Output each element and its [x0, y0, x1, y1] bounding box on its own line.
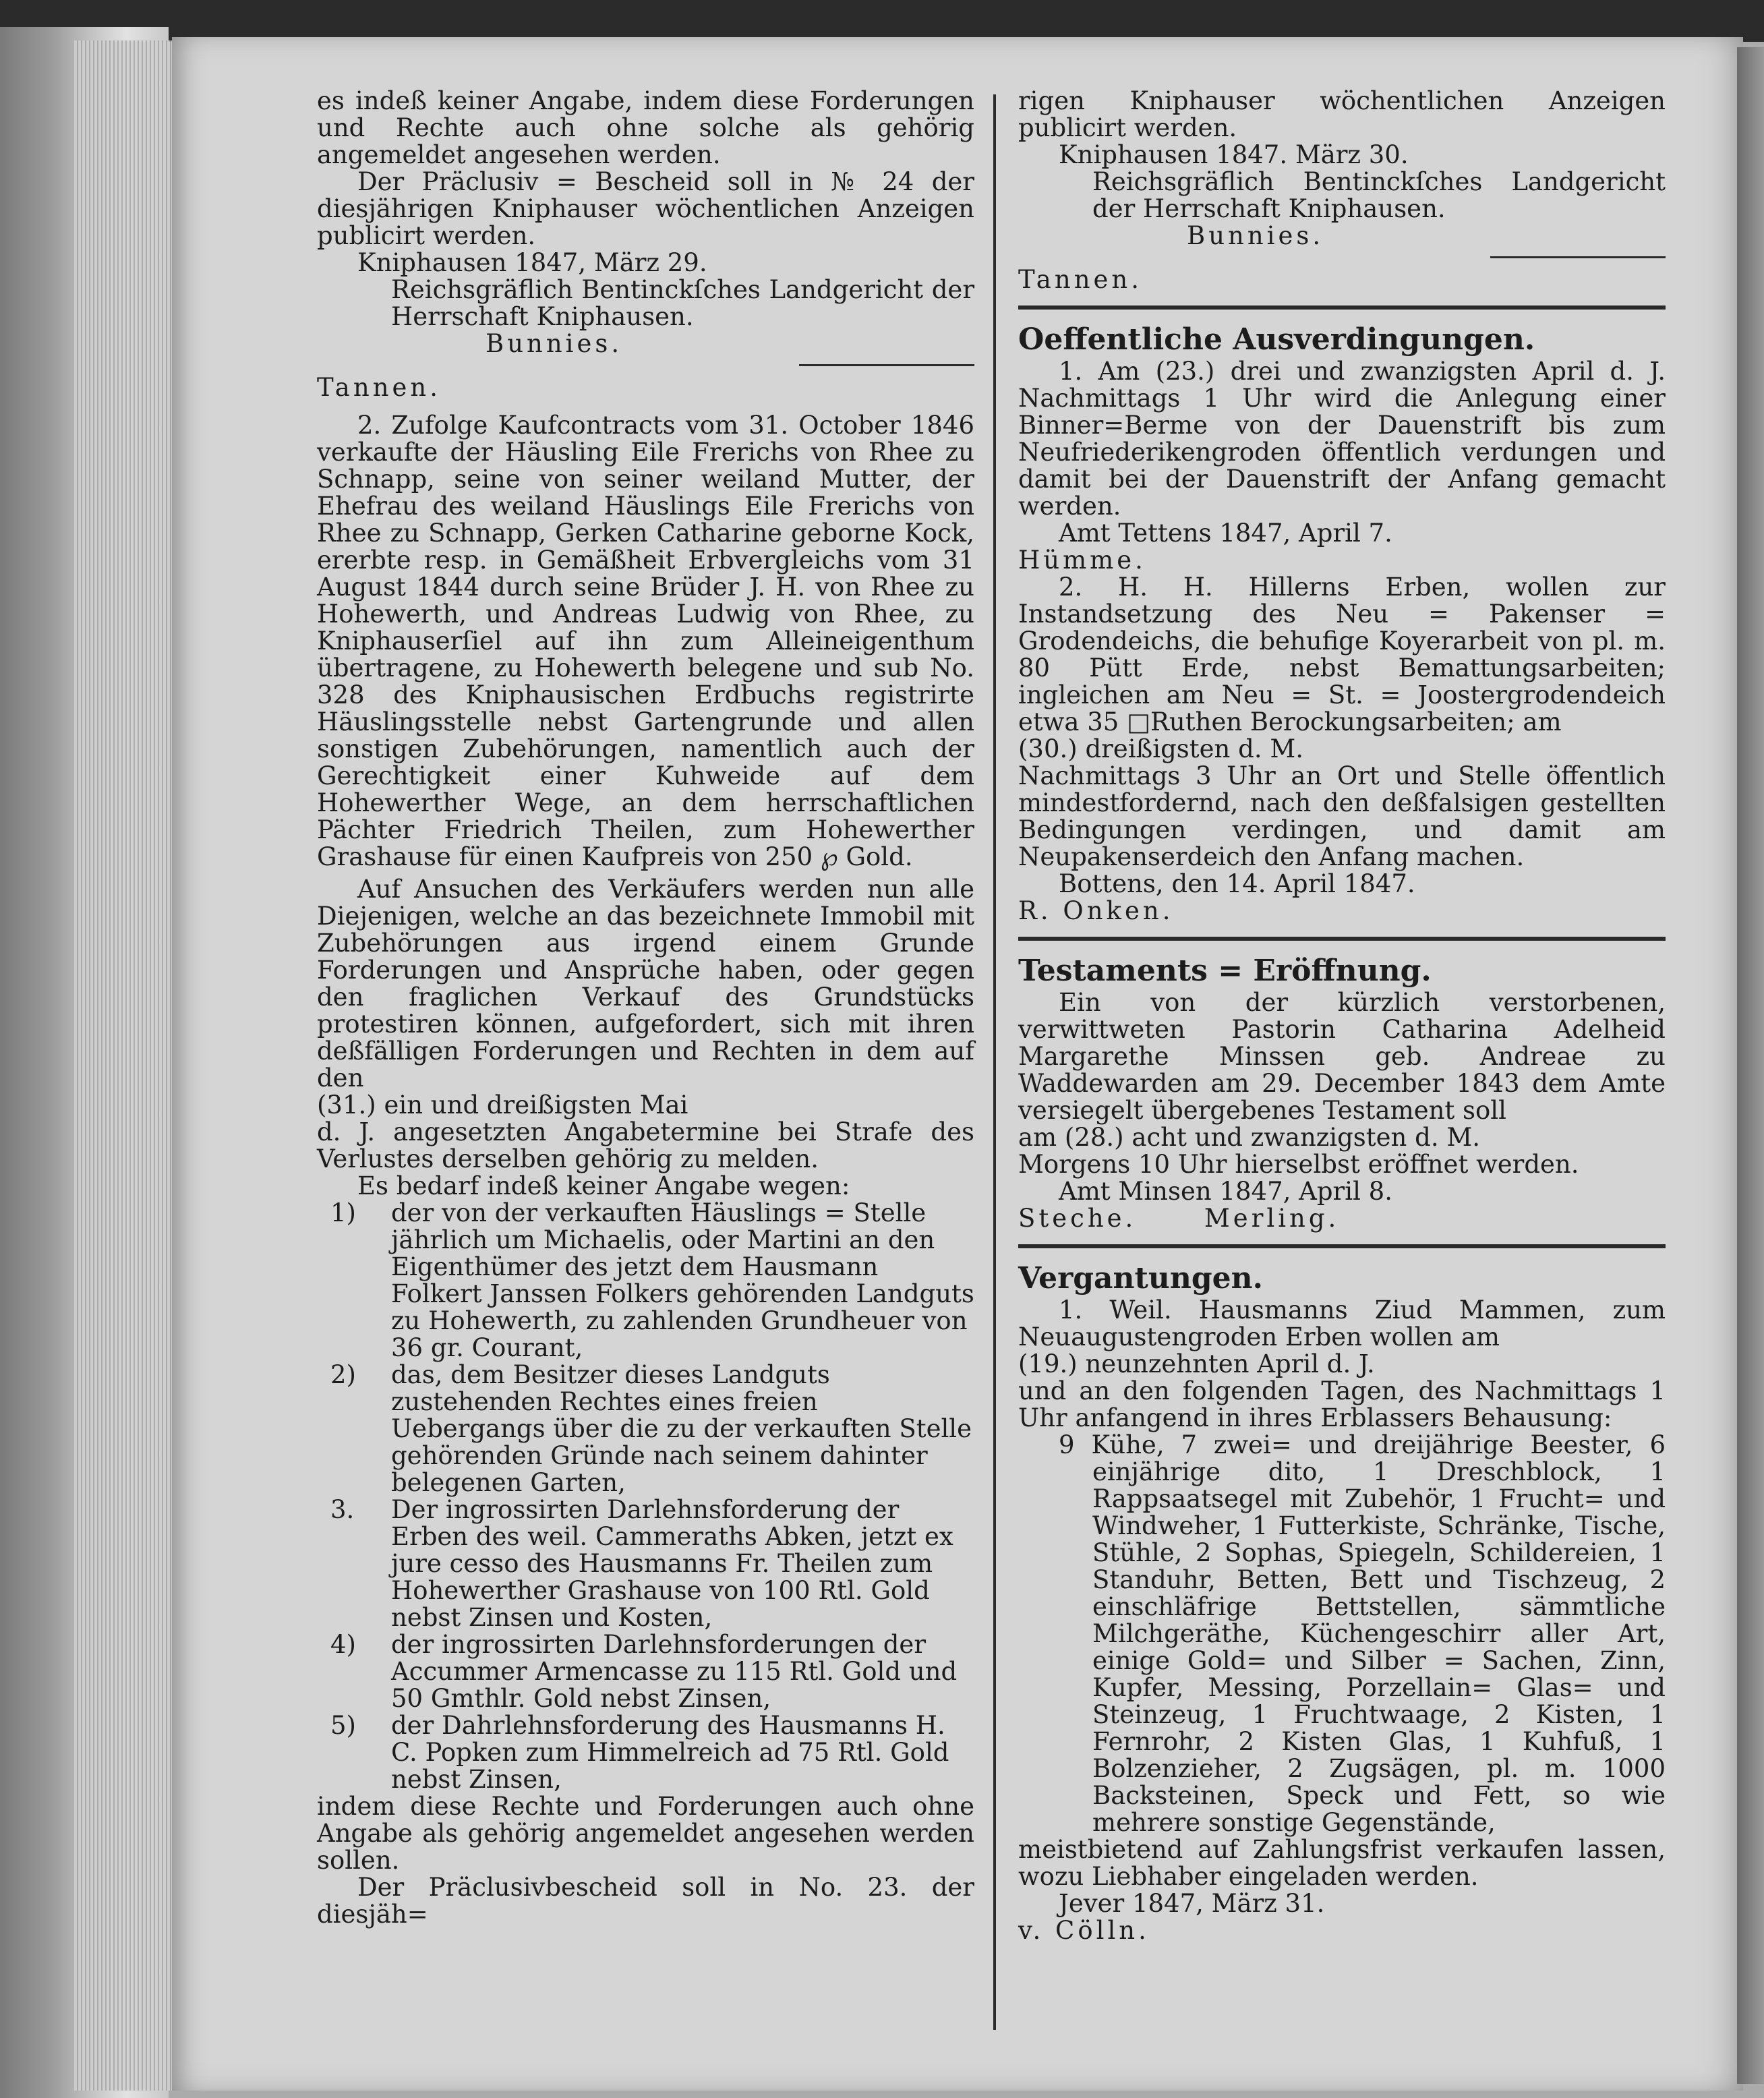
- date-line: Amt Tettens 1847, April 7.: [1059, 519, 1392, 548]
- notice-2-date: (31.) ein und dreißigsten Mai: [317, 1090, 688, 1119]
- notice-paragraph: Ein von der kürzlich verstorbenen, verwittweten Pastorin Catharina Adelheid Margarethe Minssen geb. Andreae zu Waddewarden am 29. December 1843 dem Amte versiegelt übergebenes Testament soll: [1018, 988, 1666, 1125]
- section-heading: Vergantungen.: [1018, 1261, 1263, 1295]
- exception-item: 1) der von der verkauften Häuslings = Stelle jährlich um Michaelis, oder Martini an den Eigenthümer des jetzt dem Hausmann Folkert Janssen Folkers gehörenden Landguts zu Hohewerth, zu zahlenden Grundheuer von 36 gr. Courant,: [330, 1198, 974, 1362]
- place-date-line: Amt Minsen 1847, April 8.: [1059, 1177, 1392, 1206]
- notice-2-exceptions-intro: Es bedarf indeß keiner Angabe wegen:: [357, 1171, 850, 1200]
- signature-rule: [1490, 256, 1666, 258]
- signature-bunnies: Bunnies.: [1187, 221, 1324, 250]
- notice-paragraph: Nachmittags 3 Uhr an Ort und Stelle öffentlich mindestfordernd, nach den deßfalsigen gestellten Bedingungen verdingen, und damit am Neupakenserdeich den Anfang machen.: [1018, 761, 1666, 871]
- section-heading: Oeffentliche Ausverdingungen.: [1018, 322, 1535, 357]
- signature-tannen: Tannen.: [1018, 265, 1143, 294]
- notice-paragraph: Morgens 10 Uhr hierselbst eröffnet werden.: [1018, 1150, 1579, 1179]
- notice-paragraph: meistbietend auf Zahlungsfrist verkaufen lassen, wozu Liebhaber eingeladen werden.: [1018, 1835, 1666, 1891]
- court-name: Reichsgräflich Bentinckſches Landgericht der Herrschaft Kniphausen.: [391, 275, 974, 331]
- notice-2-deadline: d. J. angesetzten Angabetermine bei Strafe des Verlustes derselben gehörig zu melden.: [317, 1117, 974, 1173]
- date-line: Kniphausen 1847. März 30.: [1059, 140, 1409, 169]
- signature-line: Steche. Merling.: [1018, 1204, 1340, 1233]
- notice-2-preclusive: Der Präclusivbescheid soll in No. 23. der diesjäh=: [317, 1873, 974, 1929]
- signature: v. Cölln.: [1018, 1916, 1150, 1945]
- section-rule: [1018, 305, 1666, 310]
- date-line: Kniphausen 1847, März 29.: [357, 248, 707, 277]
- notice-date: (30.) dreißigsten d. M.: [1018, 734, 1304, 763]
- signature-tannen: Tannen.: [317, 373, 442, 402]
- dark-background: [0, 0, 1764, 42]
- notice-date: (19.) neunzehnten April d. J.: [1018, 1349, 1375, 1378]
- notice-paragraph: 1. Weil. Hausmanns Ziud Mammen, zum Neuaugustengroden Erben wollen am: [1018, 1295, 1666, 1351]
- left-column: [317, 88, 974, 1928]
- court-name: Reichsgräflich Bentinckſches Landgericht der Herrschaft Kniphausen.: [1092, 167, 1666, 223]
- intro-continuation: es indeß keiner Angabe, indem diese Forderungen und Rechte auch ohne solche als gehörig angemeldet angesehen werden.: [317, 86, 974, 169]
- section-rule: [1018, 1244, 1666, 1248]
- notice-2-paragraph: 2. Zufolge Kaufcontracts vom 31. October 1846 verkaufte der Häusling Eile Frerichs von Rhee zu Schnapp, seine von seiner weiland Mutter, der Ehefrau des weiland Häuslings Eile Frerichs von Rhee zu Schnapp, Gerken Catharine geborne Kock, ererbte resp. in Gemäßheit Erbvergleichs vom 31 August 1844 durch seine Brüder J. H. von Rhee zu Hohewerth, und Andreas Ludwig von Rhee, zu Kniphauserſiel auf ihn zum Alleineigenthum übertragene, zu Hohewerth belegene und sub No. 328 des Kniphausischen Erdbuchs registrirte Häuslingsstelle nebst Gartengrunde und allen sonstigen Zubehörungen, namentlich auch der Gerechtigkeit einer Kuhweide auf dem Hohewerther Wege, an dem herrschaftlichen Pächter Friedrich Theilen, zum Hohewerther Grashause für einen Kaufpreis von 250 ℘ Gold.: [317, 411, 974, 871]
- exception-item: 3. Der ingrossirten Darlehnsforderung der Erben des weil. Cammeraths Abken, jetzt ex jure cesso des Hausmanns Fr. Theilen zum Hohewerther Grashause von 100 Rtl. Gold nebst Zinsen und Kosten,: [330, 1495, 953, 1632]
- notice-2-summons: Auf Ansuchen des Verkäufers werden nun alle Diejenigen, welche an das bezeichnete Immobil mit Zubehörungen aus irgend einem Grunde Forderungen und Ansprüche haben, oder gegen den fraglichen Verkauf des Grundstücks protestiren können, aufgefordert, sich mit ihren deßfälligen Forderungen und Rechten in dem auf den: [317, 875, 974, 1092]
- continuation-text: rigen Kniphauser wöchentlichen Anzeigen publicirt werden.: [1018, 86, 1666, 142]
- auction-items: 9 Kühe, 7 zwei= und dreijährige Beester, 6 einjährige dito, 1 Dreschblock, 1 Rappsaatsegel mit Zubehör, 1 Frucht= und Windweher, 1 Futterkiste, Schränke, Tische, Stühle, 2 Sophas, Spiegeln, Schildereien, 1 Standuhr, Betten, Bett und Tischzeug, 2 einschläfrige Bettstellen, sämmtliche Milchgeräthe, Küchengeschirr aller Art, einige Gold= und Silber = Sachen, Zinn, Kupfer, Messing, Porzellain= Glas= und Steinzeug, 1 Fruchtwaage, 2 Kisten, 1 Fernrohr, 2 Kisten Glas, 1 Kuhfuß, 1 Bolzenzieher, 2 Zugsägen, pl. m. 1000 Backsteinen, Speck und Fett, so wie mehrere sonstige Gegenstände,: [1059, 1430, 1666, 1837]
- notice-date: am (28.) acht und zwanzigsten d. M.: [1018, 1123, 1480, 1152]
- signature: R. Onken.: [1018, 896, 1174, 925]
- notice-paragraph: 1. Am (23.) drei und zwanzigsten April d. J. Nachmittags 1 Uhr wird die Anlegung einer Binner=Berme von der Dauenstrift bis zum Neufriederikengroden öffentlich verdungen und damit bei der Dauenstrift der Anfang gemacht werden.: [1018, 357, 1666, 521]
- page-edges: [74, 40, 175, 2091]
- place-date-line: Bottens, den 14. April 1847.: [1059, 869, 1415, 898]
- right-column: [1018, 88, 1666, 1944]
- section-rule: [1018, 937, 1666, 941]
- notice-paragraph: und an den folgenden Tagen, des Nachmittags 1 Uhr anfangend in ihres Erblassers Behausung:: [1018, 1376, 1666, 1432]
- place-date-line: Jever 1847, März 31.: [1059, 1889, 1325, 1918]
- exception-item: 2) das, dem Besitzer dieses Landguts zustehenden Rechtes eines freien Uebergangs über die zu der verkauften Stelle gehörenden Gründe nach seinem dahinter belegenen Garten,: [330, 1360, 972, 1497]
- exception-item: 4) der ingrossirten Darlehnsforderungen der Accummer Armencasse zu 115 Rtl. Gold und 50 Gmthlr. Gold nebst Zinsen,: [330, 1630, 958, 1713]
- column-divider: [993, 94, 996, 2030]
- notice-2-closing: indem diese Rechte und Forderungen auch ohne Angabe als gehörig angemeldet angesehen werden sollen.: [317, 1792, 974, 1875]
- exception-item: 5) der Dahrlehnsforderung des Hausmanns H. C. Popken zum Himmelreich ad 75 Rtl. Gold nebst Zinsen,: [330, 1711, 949, 1794]
- notice-paragraph: 2. H. H. Hillerns Erben, wollen zur Instandsetzung des Neu = Pakenser = Grodendeichs, die behufige Koyerarbeit von pl. m. 80 Pütt Erde, nebst Bemattungsarbeiten; ingleichen am Neu = St. = Joostergrodendeich etwa 35 □Ruthen Berockungsarbeiten; am: [1018, 573, 1666, 736]
- signature: Hümme.: [1018, 546, 1146, 575]
- section-heading: Testaments = Eröffnung.: [1018, 954, 1432, 988]
- signature-rule: [799, 364, 974, 366]
- signature-bunnies: Bunnies.: [486, 329, 623, 358]
- preclusive-notice: Der Präclusiv = Bescheid soll in № 24 der diesjährigen Kniphauser wöchentlichen Anzeigen publicirt werden.: [317, 167, 974, 250]
- facing-page-edge: [1737, 47, 1764, 2084]
